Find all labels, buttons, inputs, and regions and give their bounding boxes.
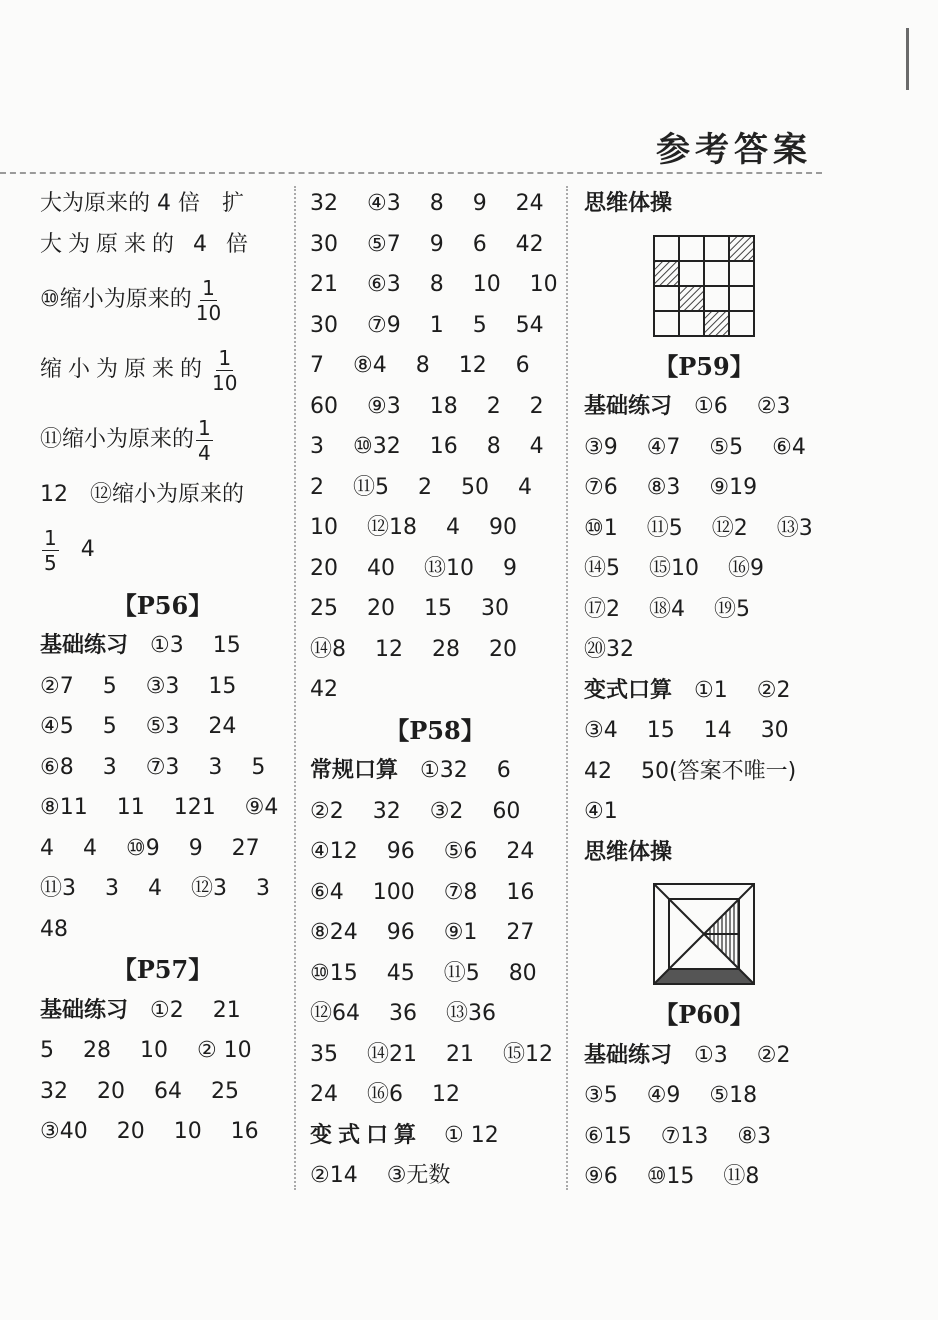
square-puzzle-figure	[584, 873, 824, 995]
answer-line: ④5 5 ⑤3 24	[40, 714, 237, 739]
answer-line: 42	[310, 677, 338, 702]
answer-line: 20 40 ⑬10 9	[310, 555, 517, 581]
section-heading-p57: 【P57】	[112, 955, 213, 984]
answer-line	[40, 405, 285, 475]
answer-line	[40, 626, 285, 667]
section-label: 变式口算	[310, 1122, 423, 1148]
answer-text: ①32 6	[420, 758, 511, 783]
fraction-denominator: 4	[198, 440, 211, 465]
answer-line: 32 20 64 25	[40, 1078, 239, 1104]
answer-line: 10 ⑫18 4 90	[310, 515, 517, 540]
answer-line	[584, 671, 824, 712]
answer-line: 30 ⑤7 9 6 42	[310, 231, 544, 257]
answer-text: ①3 ②2	[694, 1042, 791, 1068]
answer-line: ⑨6 ⑩15 ⑪8	[584, 1164, 760, 1189]
answer-line: 48	[40, 916, 68, 942]
column-divider-2	[566, 186, 568, 1190]
fraction-numerator: 1	[198, 415, 211, 440]
fraction-numerator: 1	[44, 526, 57, 550]
answer-line: ②2 32 ③2 60	[310, 798, 521, 824]
answer-text: ① 12	[444, 1122, 499, 1148]
section-label: 思维体操	[584, 839, 673, 865]
answer-line: ⑥8 3 ⑦3 3 5	[40, 754, 266, 780]
answer-line: ②14 ③无数	[310, 1163, 451, 1188]
section-label: 基础练习	[40, 633, 129, 658]
answer-line: ④1	[584, 799, 618, 824]
fraction-denominator: 10	[195, 300, 222, 325]
section-heading-p56: 【P56】	[112, 590, 213, 620]
answer-line	[40, 335, 285, 405]
square-puzzle-diagram	[653, 883, 755, 985]
answer-line	[40, 516, 285, 586]
answer-text: ⑩缩小为原来的	[40, 286, 192, 312]
answer-line: 3 ⑩32 16 8 4	[310, 434, 544, 459]
answer-line: 32 ④3 8 9 24	[310, 191, 544, 216]
answer-line: ②7 5 ③3 15	[40, 673, 237, 699]
answer-column-3	[584, 184, 824, 1198]
column-divider-1	[294, 186, 296, 1190]
section-label: 思维体操	[584, 191, 673, 216]
fraction-numerator: 1	[218, 345, 232, 370]
answer-line: ⑦6 ⑧3 ⑨19	[584, 475, 758, 500]
grid-puzzle-figure	[584, 225, 824, 347]
answer-line: ⑰2 ⑱4 ⑲5	[584, 596, 750, 622]
answer-line: ③4 15 14 30	[584, 718, 789, 743]
dark-trapezoid	[654, 969, 754, 984]
answer-line: 30 ⑦9 1 5 54	[310, 312, 544, 338]
section-label: 变式口算	[584, 677, 673, 703]
answer-line: 5 28 10 ② 10	[40, 1038, 252, 1063]
answer-line: ⑧11 11 121 ⑨4	[40, 795, 279, 820]
answer-line: ⑥4 100 ⑦8 16	[310, 879, 535, 905]
fraction	[194, 276, 223, 325]
answer-line: ⑩15 45 ⑪5 80	[310, 960, 537, 986]
answer-text: ①6 ②3	[694, 394, 791, 419]
answer-line: 2 ⑪5 2 50 4	[310, 474, 532, 500]
answer-text: ①1 ②2	[694, 677, 791, 703]
answer-line: ⑳32	[584, 637, 634, 662]
answer-line	[584, 1036, 824, 1077]
shaded-cell	[654, 261, 679, 286]
section-heading-p58: 【P58】	[385, 715, 485, 745]
answer-line: 60 ⑨3 18 2 2	[310, 393, 544, 419]
answer-column-2	[310, 184, 560, 1197]
answer-line: ⑩1 ⑪5 ⑫2 ⑬3	[584, 515, 813, 541]
fraction	[42, 526, 59, 575]
fraction-numerator: 1	[202, 275, 215, 300]
fraction-denominator: 10	[212, 370, 238, 395]
answer-line: ⑭5 ⑮10 ⑯9	[584, 556, 764, 581]
section-label: 基础练习	[40, 997, 129, 1023]
section-label: 常规口算	[310, 758, 399, 783]
answer-line: ⑥15 ⑦13 ⑧3	[584, 1123, 772, 1149]
answer-line: ⑭8 12 28 20	[310, 636, 517, 662]
fraction	[210, 346, 239, 395]
page-edge-mark	[906, 28, 909, 90]
answer-text: 4	[80, 537, 95, 563]
fraction	[196, 416, 213, 465]
section-label: 基础练习	[584, 394, 673, 419]
answer-text: ⑪缩小为原来的	[40, 426, 195, 452]
answer-line	[40, 991, 285, 1032]
answer-line: 4 4 ⑩9 9 27	[40, 835, 260, 861]
answer-line	[310, 751, 560, 792]
answer-line: 大为原来的 4 倍 扩	[40, 191, 244, 216]
answer-line: 24 ⑯6 12	[310, 1082, 460, 1107]
answer-line: ③5 ④9 ⑤18	[584, 1083, 758, 1108]
answer-column-1	[40, 184, 285, 1153]
shaded-cell	[729, 236, 754, 261]
answer-line: ⑫64 36 ⑬36	[310, 1001, 496, 1026]
answer-line: 25 20 15 30	[310, 596, 509, 621]
page-title: 参考答案	[656, 130, 812, 170]
section-heading-p59: 【P59】	[654, 351, 754, 381]
answer-text: ①3 15	[150, 633, 241, 658]
answer-line: ⑧24 96 ⑨1 27	[310, 920, 535, 945]
answer-line: 7 ⑧4 8 12 6	[310, 353, 530, 378]
answer-line	[310, 1116, 560, 1157]
answer-line: 42 50(答案不唯一)	[584, 758, 797, 784]
answer-line: 12 ⑫缩小为原来的	[40, 482, 244, 507]
answer-line	[584, 387, 824, 428]
shaded-cell	[679, 286, 704, 311]
answer-line: ③9 ④7 ⑤5 ⑥4	[584, 434, 806, 460]
answer-line: ④12 96 ⑤6 24	[310, 839, 535, 864]
answer-line: ⑪3 3 4 ⑫3 3	[40, 876, 270, 901]
shaded-cell	[704, 311, 729, 336]
answer-text: 缩小为原来的	[40, 356, 209, 382]
fraction-denominator: 5	[44, 551, 57, 575]
answer-line	[40, 265, 285, 335]
grid-puzzle-diagram	[653, 235, 755, 337]
answer-line: 大为原来的 4 倍	[40, 231, 254, 257]
answer-line: 35 ⑭21 21 ⑮12	[310, 1041, 553, 1067]
answer-line: 21 ⑥3 8 10 10	[310, 272, 558, 297]
section-label: 基础练习	[584, 1042, 673, 1068]
section-heading-p60: 【P60】	[654, 1000, 754, 1029]
answer-line: ③40 20 10 16	[40, 1119, 259, 1144]
answer-text: ①2 21	[150, 997, 241, 1023]
header-divider	[0, 172, 822, 174]
